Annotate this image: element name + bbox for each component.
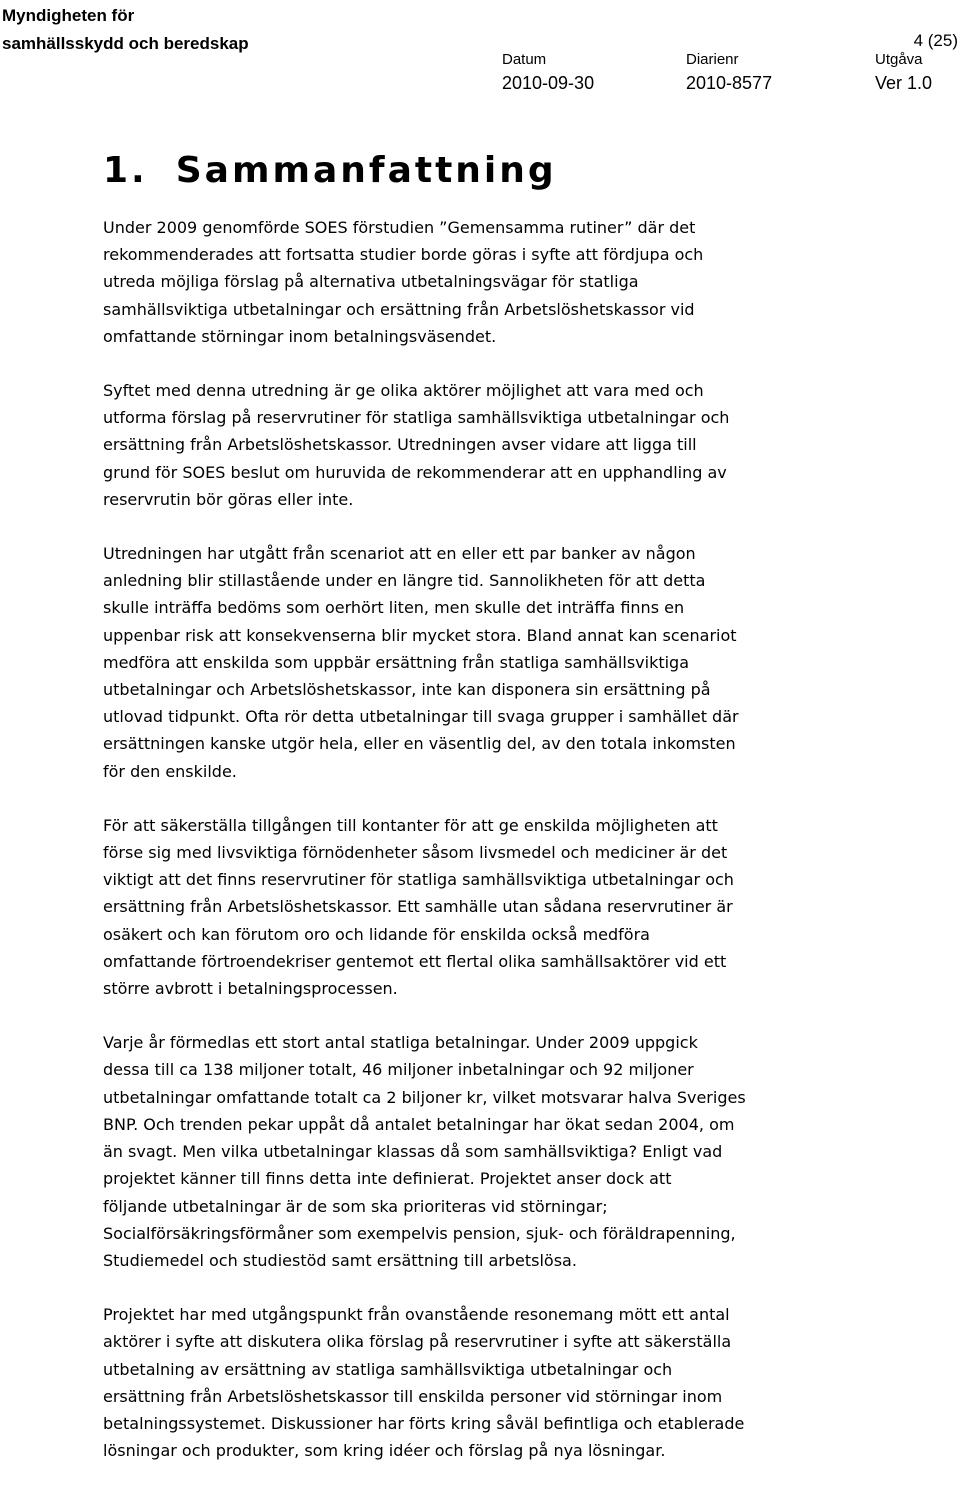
paragraph-line: betalningssystemet. Diskussioner har förts kring såväl befintliga och etablerade: [103, 1413, 745, 1433]
paragraph-line: utbetalning av ersättning av statliga samhällsviktiga utbetalningar och: [103, 1359, 673, 1379]
diarienr-value: 2010-8577: [686, 73, 773, 93]
paragraph-line: aktörer i syfte att diskutera olika förslag på reservrutiner i syfte att säkerställa: [103, 1332, 732, 1352]
paragraph-line: projektet känner till finns detta inte definierat. Projektet anser dock att: [103, 1169, 672, 1189]
meta-utgava: [875, 50, 932, 95]
section-heading: [103, 146, 557, 196]
paragraph: [103, 540, 823, 785]
paragraph-line: utbetalningar omfattande totalt ca 2 biljoner kr, vilket motsvarar halva Sveriges: [103, 1087, 746, 1107]
meta-datum: [502, 50, 594, 95]
organization-name: [2, 2, 249, 58]
utgava-label: Utgåva: [875, 51, 923, 68]
paragraph-line: medföra att enskilda som uppbär ersättning från statliga samhällsviktiga: [103, 652, 690, 672]
paragraph-line: utbetalningar och Arbetslöshetskassor, inte kan disponera sin ersättning på: [103, 680, 711, 700]
paragraph-line: rekommenderades att fortsatta studier borde göras i syfte att fördjupa och: [103, 245, 704, 265]
paragraph-line: större avbrott i betalningsprocessen.: [103, 979, 398, 999]
paragraph-line: lösningar och produkter, som kring idéer och förslag på nya lösningar.: [103, 1441, 666, 1461]
meta-diarienr: [686, 50, 772, 95]
organization-name-line-1: Myndigheten för: [2, 6, 135, 25]
paragraph-line: ersättning från Arbetslöshetskassor till enskilda personer vid störningar inom: [103, 1386, 723, 1406]
paragraph-line: samhällsviktiga utbetalningar och ersättning från Arbetslöshetskassor vid: [103, 299, 695, 319]
paragraph-line: För att säkerställa tillgången till kontanter för att ge enskilda möjligheten att: [103, 815, 718, 835]
paragraph-line: viktigt att det finns reservrutiner för statliga samhällsviktiga utbetalningar och: [103, 870, 734, 890]
paragraph-line: Varje år förmedlas ett stort antal statliga betalningar. Under 2009 uppgick: [103, 1033, 698, 1053]
paragraph-line: Under 2009 genomförde SOES förstudien ”Gemensamma rutiner” där det: [103, 218, 696, 237]
paragraph-line: omfattande störningar inom betalningsväsendet.: [103, 326, 497, 346]
organization-name-line-2: samhällsskydd och beredskap: [2, 34, 249, 53]
section-number: 1.: [103, 150, 148, 191]
utgava-value: Ver 1.0: [875, 73, 933, 93]
paragraph-line: dessa till ca 138 miljoner totalt, 46 miljoner inbetalningar och 92 miljoner: [103, 1060, 694, 1080]
paragraph-line: än svagt. Men vilka utbetalningar klassas då som samhällsviktiga? Enligt vad: [103, 1142, 723, 1162]
paragraph-line: ersättningen kanske utgör hela, eller en väsentlig del, av den totala inkomsten: [103, 734, 736, 754]
page-number: 4 (25): [913, 31, 958, 50]
paragraph-line: följande utbetalningar är de som ska prioriteras vid störningar;: [103, 1196, 608, 1216]
paragraph-line: BNP. Och trenden pekar uppåt då antalet betalningar har ökat sedan 2004, om: [103, 1114, 735, 1134]
paragraph-line: Socialförsäkringsförmåner som exempelvis pension, sjuk- och föräldrapenning,: [103, 1223, 736, 1243]
paragraph-line: ersättning från Arbetslöshetskassor. Ett samhälle utan sådana reservrutiner är: [103, 897, 733, 917]
paragraph-line: Utredningen har utgått från scenariot att en eller ett par banker av någon: [103, 544, 696, 564]
paragraph-line: skulle inträffa bedöms som oerhört liten, men skulle det inträffa finns en: [103, 598, 685, 618]
paragraph-line: anledning blir stillastående under en längre tid. Sannolikheten för att detta: [103, 571, 706, 591]
document-body: [103, 214, 823, 1491]
datum-value: 2010-09-30: [502, 73, 595, 93]
datum-label: Datum: [502, 51, 547, 68]
paragraph-line: grund för SOES beslut om huruvida de rekommenderar att en upphandling av: [103, 462, 727, 482]
paragraph-line: för den enskilde.: [103, 761, 237, 781]
paragraph-line: utlovad tidpunkt. Ofta rör detta utbetalningar till svaga grupper i samhället där: [103, 707, 739, 727]
diarienr-label: Diarienr: [686, 51, 739, 68]
paragraph-line: förse sig med livsviktiga förnödenheter såsom livsmedel och mediciner är det: [103, 843, 728, 863]
paragraph: [103, 1029, 823, 1274]
paragraph-line: utforma förslag på reservrutiner för statliga samhällsviktiga utbetalningar och: [103, 408, 730, 428]
paragraph: [103, 377, 823, 513]
paragraph-line: utreda möjliga förslag på alternativa utbetalningsvägar för statliga: [103, 272, 639, 292]
paragraph-line: reservrutin bör göras eller inte.: [103, 489, 354, 509]
paragraph: [103, 214, 823, 350]
paragraph-line: uppenbar risk att konsekvenserna blir mycket stora. Bland annat kan scenariot: [103, 625, 737, 645]
paragraph-line: ersättning från Arbetslöshetskassor. Utredningen avser vidare att ligga till: [103, 435, 697, 455]
paragraph-line: Studiemedel och studiestöd samt ersättning till arbetslösa.: [103, 1250, 577, 1270]
paragraph: [103, 1301, 823, 1464]
paragraph-line: Projektet har med utgångspunkt från ovanstående resonemang mött ett antal: [103, 1305, 730, 1325]
paragraph-line: Syftet med denna utredning är ge olika aktörer möjlighet att vara med och: [103, 381, 704, 401]
paragraph-line: osäkert och kan förutom oro och lidande för enskilda också medföra: [103, 924, 650, 944]
section-title: Sammanfattning: [175, 150, 557, 191]
paragraph-line: omfattande förtroendekriser gentemot ett flertal olika samhällsaktörer vid ett: [103, 951, 727, 971]
paragraph: [103, 812, 823, 1002]
